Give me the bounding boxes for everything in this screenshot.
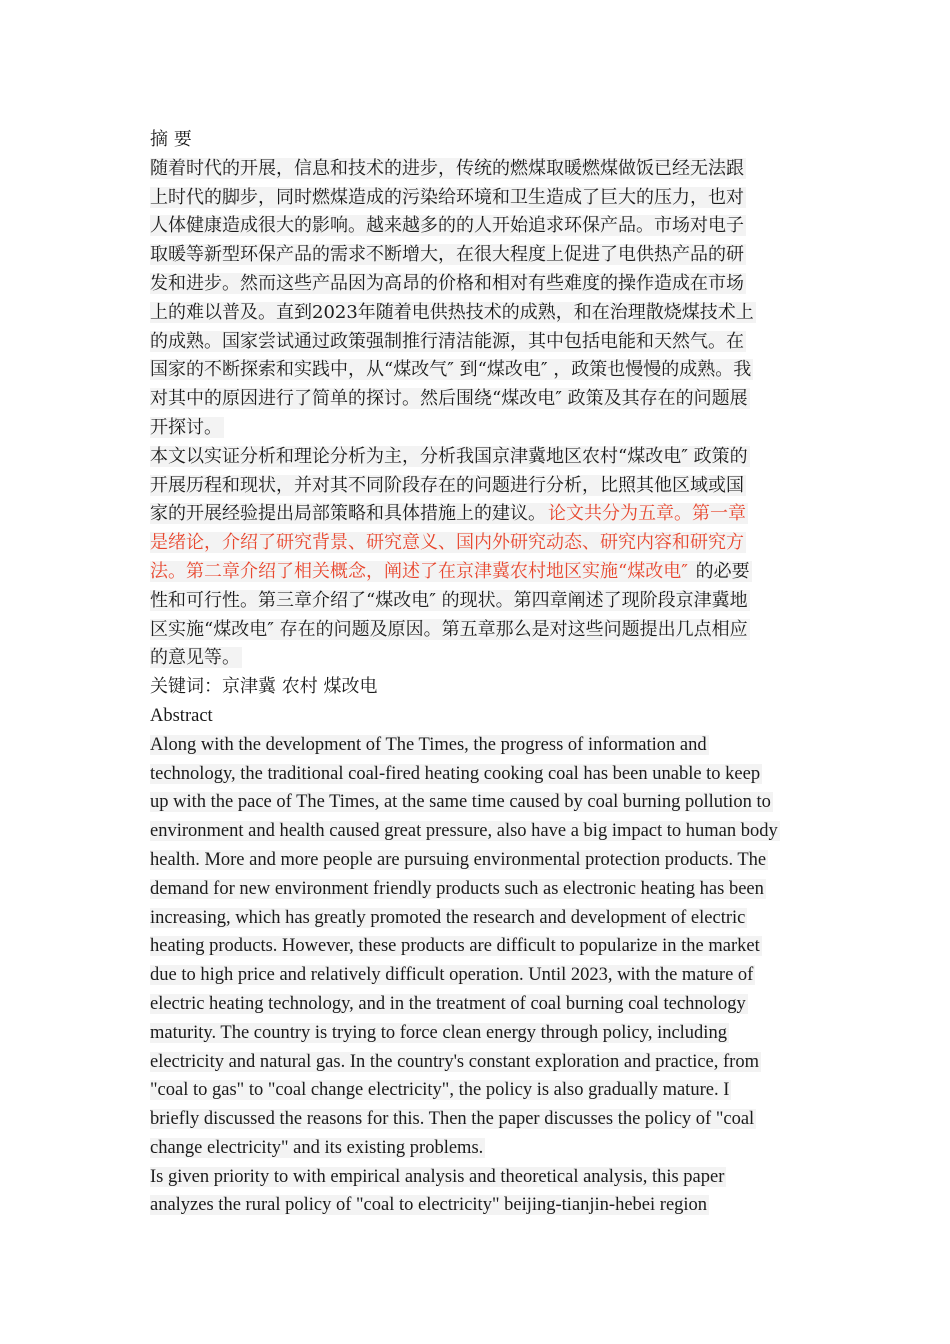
en-paragraph-2: [150, 1163, 802, 1221]
text-line: 区实施“煤改电″ 存在的问题及原因。第五章那么是对这些问题提出几点相应: [150, 618, 748, 640]
text-line: 的必要: [689, 560, 750, 582]
text-line: 性和可行性。第三章介绍了“煤改电″ 的现状。第四章阐述了现阶段京津冀地: [150, 589, 748, 611]
text-line: heating products. However, these products are difficult to popularize in the market: [150, 936, 760, 957]
text-line: 随着时代的开展，信息和技术的进步，传统的燃煤取暖燃煤做饭已经无法跟: [150, 157, 744, 179]
text-line: 上的难以普及。直到2023年随着电供热技术的成熟，和在治理散烧煤技术上: [150, 301, 754, 323]
text-line: 的成熟。国家尝试通过政策强制推行清洁能源，其中包括电能和天然气。在: [150, 330, 744, 352]
en-paragraph-1: [150, 731, 802, 1163]
text-line: 上时代的脚步，同时燃煤造成的污染给环境和卫生造成了巨大的压力，也对: [150, 186, 744, 208]
text-line: 开展历程和现状，并对其不同阶段存在的问题进行分析，比照其他区域或国: [150, 474, 744, 496]
text-line: demand for new environment friendly products such as electronic heating has been: [150, 878, 764, 899]
zh-paragraph-2: [150, 443, 802, 673]
document-body: [150, 126, 802, 1220]
text-line: 国家的不断探索和实践中，从“煤改气″ 到“煤改电″ ，政策也慢慢的成熟。我: [150, 359, 752, 381]
highlighted-red-text: 法。第二章介绍了相关概念，阐述了在京津冀农村地区实施“煤改电″: [150, 560, 688, 582]
text-line: "coal to gas" to "coal change electricity", the policy is also gradually mature. I: [150, 1080, 730, 1101]
text-line: briefly discussed the reasons for this. Then the paper discusses the policy of "coal: [150, 1109, 755, 1130]
highlighted-red-text: 论文共分为五章。第一章: [548, 503, 746, 525]
text-line: 家的开展经验提出局部策略和具体措施上的建议。: [150, 503, 546, 525]
text-line: electricity and natural gas. In the country's constant exploration and practice, from: [150, 1051, 759, 1072]
text-line: maturity. The country is trying to force clean energy through policy, including: [150, 1022, 727, 1043]
text-line: 本文以实证分析和理论分析为主，分析我国京津冀地区农村“煤改电″ 政策的: [150, 445, 748, 467]
text-line: Is given priority to with empirical analysis and theoretical analysis, this paper: [150, 1166, 725, 1187]
zh-keywords: 关键词：京津冀 农村 煤改电: [150, 676, 378, 698]
en-abstract-heading: Abstract: [150, 705, 213, 726]
text-line: analyzes the rural policy of "coal to electricity" beijing-tianjin-hebei region: [150, 1195, 708, 1216]
text-line: environment and health caused great pressure, also have a big impact to human body: [150, 821, 778, 842]
text-line: increasing, which has greatly promoted the research and development of electric: [150, 907, 746, 928]
text-line: technology, the traditional coal-fired heating cooking coal has been unable to keep: [150, 763, 761, 784]
text-line: change electricity" and its existing problems.: [150, 1137, 484, 1158]
zh-abstract-heading: 摘 要: [150, 129, 192, 150]
zh-paragraph-1: [150, 155, 802, 443]
text-line: 发和进步。然而这些产品因为高昂的价格和相对有些难度的操作造成在市场: [150, 272, 744, 294]
text-line: health. More and more people are pursuing environmental protection products. The: [150, 849, 767, 870]
text-line: 人体健康造成很大的影响。越来越多的的人开始追求环保产品。市场对电子: [150, 215, 744, 237]
text-line: 对其中的原因进行了简单的探讨。然后围绕“煤改电″ 政策及其存在的问题展: [150, 388, 748, 410]
text-line: electric heating technology, and in the treatment of coal burning coal technology: [150, 993, 746, 1014]
text-line: due to high price and relatively difficult operation. Until 2023, with the mature of: [150, 965, 754, 986]
text-line: Along with the development of The Times, the progress of information and: [150, 734, 707, 755]
text-line: 的意见等。: [150, 647, 240, 669]
text-line: up with the pace of The Times, at the same time caused by coal burning pollution to: [150, 792, 771, 813]
text-line: 取暖等新型环保产品的需求不断增大，在很大程度上促进了电供热产品的研: [150, 244, 744, 266]
highlighted-red-text: 是绪论，介绍了研究背景、研究意义、国内外研究动态、研究内容和研究方: [150, 532, 744, 554]
text-line: 开探讨。: [150, 416, 222, 438]
